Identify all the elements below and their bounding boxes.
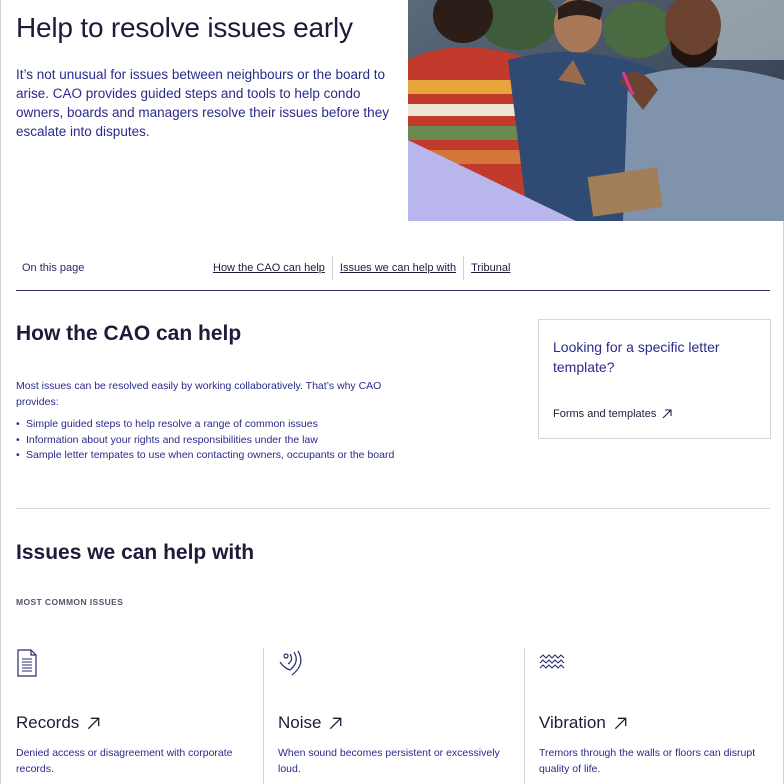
issue-card-vibration[interactable] [524, 648, 770, 784]
list-item: • Simple guided steps to help resolve a range of common issues [16, 417, 396, 433]
how-section-title [16, 322, 241, 346]
issue-title[interactable] [16, 712, 262, 734]
document-icon [16, 648, 46, 682]
issue-title[interactable] [539, 712, 770, 734]
hero-photo [408, 0, 784, 221]
issue-description: Denied access or disagreement with corporate records. [16, 747, 233, 775]
issues-title-light: Issues [16, 541, 88, 564]
how-bullet-list [16, 417, 396, 464]
how-title-light: How the [16, 322, 104, 345]
letter-template-card [538, 319, 771, 439]
issue-card-noise[interactable] [263, 648, 524, 784]
arrow-up-right-icon [329, 717, 342, 730]
issues-section-title [16, 541, 254, 565]
arrow-up-right-icon [614, 717, 627, 730]
forms-link-label: Forms and templates [553, 408, 657, 420]
hero-photo-illustration [408, 0, 784, 221]
issue-title-label: Vibration [539, 713, 606, 732]
on-this-page-links [206, 256, 517, 280]
link-how-cao-can-help[interactable]: How the CAO can help [213, 262, 325, 274]
forms-and-templates-link[interactable] [553, 408, 672, 420]
link-tribunal[interactable]: Tribunal [471, 262, 511, 274]
issue-title-label: Noise [278, 713, 322, 732]
issue-title-label: Records [16, 713, 80, 732]
list-item: • Information about your rights and responsibilities under the law [16, 433, 396, 449]
section-divider [16, 508, 770, 509]
how-intro-text: Most issues can be resolved easily by working collaboratively. That’s why CAO provides: [16, 380, 382, 408]
card-title: Looking for a specific letter template? [553, 339, 720, 375]
how-title-bold: CAO can help [103, 322, 242, 345]
arrow-up-right-icon [662, 409, 672, 419]
on-this-page-label: On this page [22, 262, 85, 274]
issue-description: Tremors through the walls or floors can disrupt quality of life. [539, 747, 756, 775]
issue-description: When sound becomes persistent or excessively loud. [278, 747, 500, 775]
link-issues-we-can-help-with[interactable]: Issues we can help with [339, 262, 457, 274]
issues-title-bold: we can help with [87, 541, 255, 564]
issue-title[interactable] [278, 712, 524, 734]
vibration-icon [539, 648, 569, 682]
most-common-issues-label: MOST COMMON ISSUES [16, 597, 124, 607]
sound-waves-icon [278, 648, 308, 682]
hero-text [16, 8, 396, 141]
on-this-page-nav [16, 256, 770, 291]
hero-description: It’s not unusual for issues between neighbours or the board to arise. CAO provides guided steps and tools to help condo owners, boards and managers resolve their issues before they escalate into disputes. [16, 67, 389, 139]
arrow-up-right-icon [87, 717, 100, 730]
issue-card-records[interactable] [16, 648, 262, 784]
hero-title: Help to resolve issues early [16, 12, 353, 43]
list-item: • Sample letter tempates to use when contacting owners, occupants or the board [16, 448, 396, 464]
